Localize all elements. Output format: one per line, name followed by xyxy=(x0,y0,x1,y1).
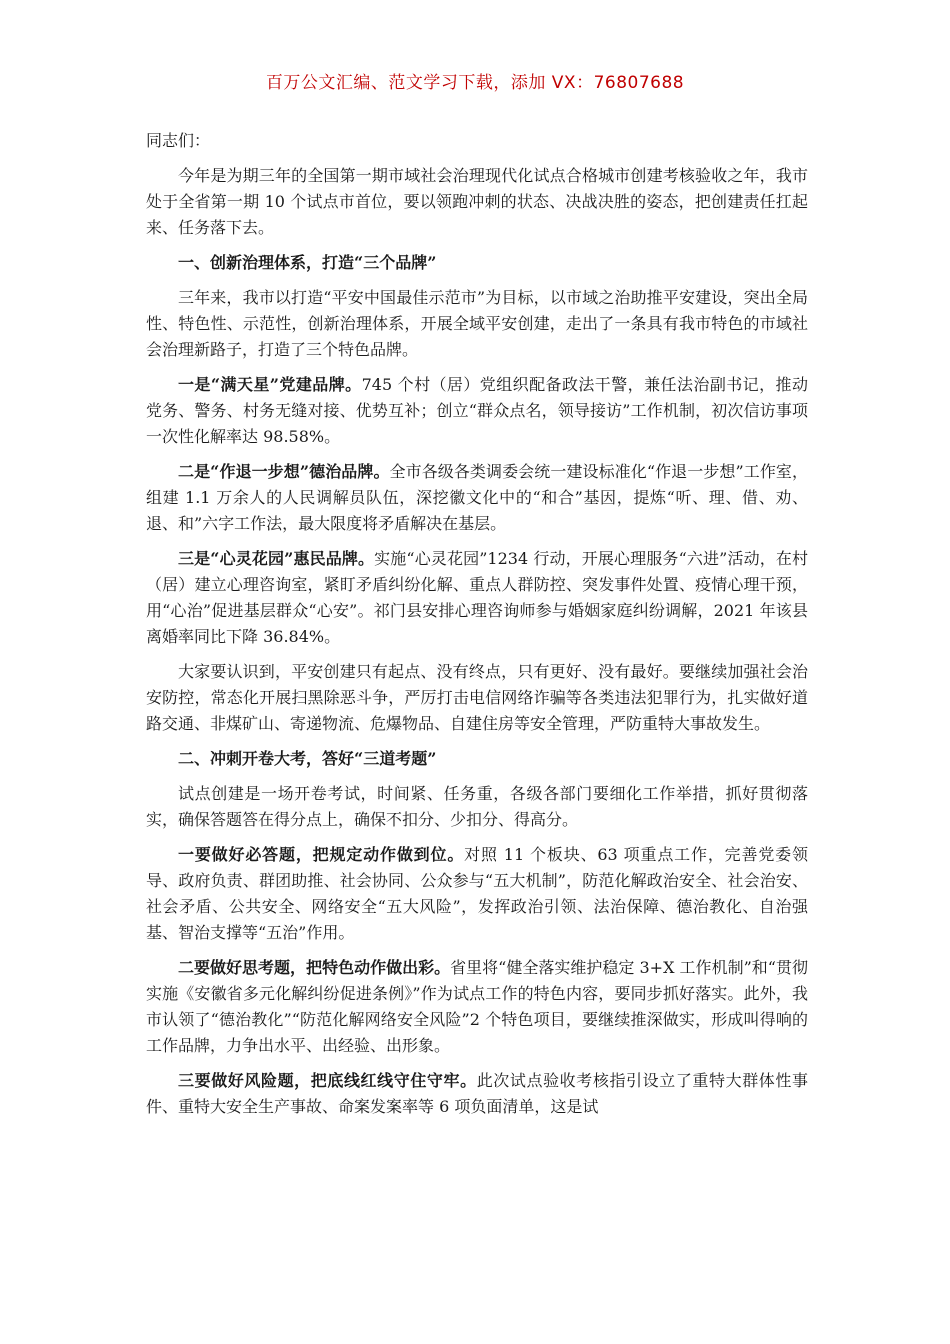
task-1-lead: 一要做好必答题，把规定动作做到位。 xyxy=(178,845,465,864)
brand-3-lead: 三是“心灵花园”惠民品牌。 xyxy=(178,549,375,568)
task-3-text: 此次试点验收考核指引设立了重特大群体性事件、重特大安全生产事故、命案发案率等 6 项负面清单，这是试 xyxy=(146,1071,808,1116)
task-3-lead: 三要做好风险题，把底线红线守住守牢。 xyxy=(178,1071,477,1090)
task-2-text: 省里将“健全落实维护稳定 3+X 工作机制”和“贯彻实施《安徽省多元化解纠纷促进条例》”作为试点工作的特色内容，要同步抓好落实。此外，我市认领了“德治教化”“防范化解网络安全风险”2 个特色项目，要继续推深做实，形成叫得响的工作品牌，力争出水平、出经验、出形象。 xyxy=(146,958,808,1055)
section-heading-1: 一、创新治理体系，打造“三个品牌” xyxy=(178,253,437,272)
paragraph-brand-1 xyxy=(146,372,808,450)
brand-3-text: 实施“心灵花园”1234 行动，开展心理服务“六进”活动，在村（居）建立心理咨询室，紧盯矛盾纠纷化解、重点人群防控、突发事件处置、疫情心理干预，用“心治”促进基层群众“心安”。祁门县安排心理咨询师参与婚姻家庭纠纷调解，2021 年该县离婚率同比下降 36.84%。 xyxy=(146,549,808,646)
paragraph-task-3 xyxy=(146,1068,808,1120)
paragraph-task-2 xyxy=(146,955,808,1059)
paragraph-brand-3 xyxy=(146,546,808,650)
brand-2-lead: 二是“作退一步想”德治品牌。 xyxy=(178,462,390,481)
paragraph-exam: 试点创建是一场开卷考试，时间紧、任务重，各级各部门要细化工作举措，抓好贯彻落实，确保答题答在得分点上，确保不扣分、少扣分、得高分。 xyxy=(146,784,808,829)
paragraph-intro: 今年是为期三年的全国第一期市域社会治理现代化试点合格城市创建考核验收之年，我市处于全省第一期 10 个试点市首位，要以领跑冲刺的状态、决战决胜的姿态，把创建责任扛起来、任务落下去。 xyxy=(146,166,808,237)
document-body xyxy=(146,128,808,1129)
paragraph-overview: 三年来，我市以打造“平安中国最佳示范市”为目标，以市域之治助推平安建设，突出全局性、特色性、示范性，创新治理体系，开展全域平安创建，走出了一条具有我市特色的市域社会治理新路子，打造了三个特色品牌。 xyxy=(146,288,808,359)
paragraph-awareness: 大家要认识到，平安创建只有起点、没有终点，只有更好、没有最好。要继续加强社会治安防控，常态化开展扫黑除恶斗争，严厉打击电信网络诈骗等各类违法犯罪行为，扎实做好道路交通、非煤矿山、寄递物流、危爆物品、自建住房等安全管理，严防重特大事故发生。 xyxy=(146,662,808,733)
section-heading-2: 二、冲刺开卷大考，答好“三道考题” xyxy=(178,749,437,768)
paragraph-task-1 xyxy=(146,842,808,946)
paragraph-brand-2 xyxy=(146,459,808,537)
promo-banner: 百万公文汇编、范文学习下载，添加 VX：76807688 xyxy=(265,73,685,93)
task-2-lead: 二要做好思考题，把特色动作做出彩。 xyxy=(178,958,451,977)
task-1-text: 对照 11 个板块、63 项重点工作，完善党委领导、政府负责、群团助推、社会协同、公众参与“五大机制”，防范化解政治安全、社会治安、社会矛盾、公共安全、网络安全“五大风险”，发挥政治引领、法治保障、德治教化、自治强基、智治支撑等“五治”作用。 xyxy=(146,845,808,942)
salutation: 同志们： xyxy=(146,131,211,150)
brand-1-lead: 一是“满天星”党建品牌。 xyxy=(178,375,362,394)
brand-1-text: 745 个村（居）党组织配备政法干警，兼任法治副书记，推动党务、警务、村务无缝对接、优势互补；创立“群众点名，领导接访”工作机制，初次信访事项一次性化解率达 98.58%。 xyxy=(146,375,808,446)
brand-2-text: 全市各级各类调委会统一建设标准化“作退一步想”工作室，组建 1.1 万余人的人民调解员队伍，深挖徽文化中的“和合”基因，提炼“听、理、借、劝、退、和”六字工作法，最大限度将矛盾解决在基层。 xyxy=(146,462,808,533)
